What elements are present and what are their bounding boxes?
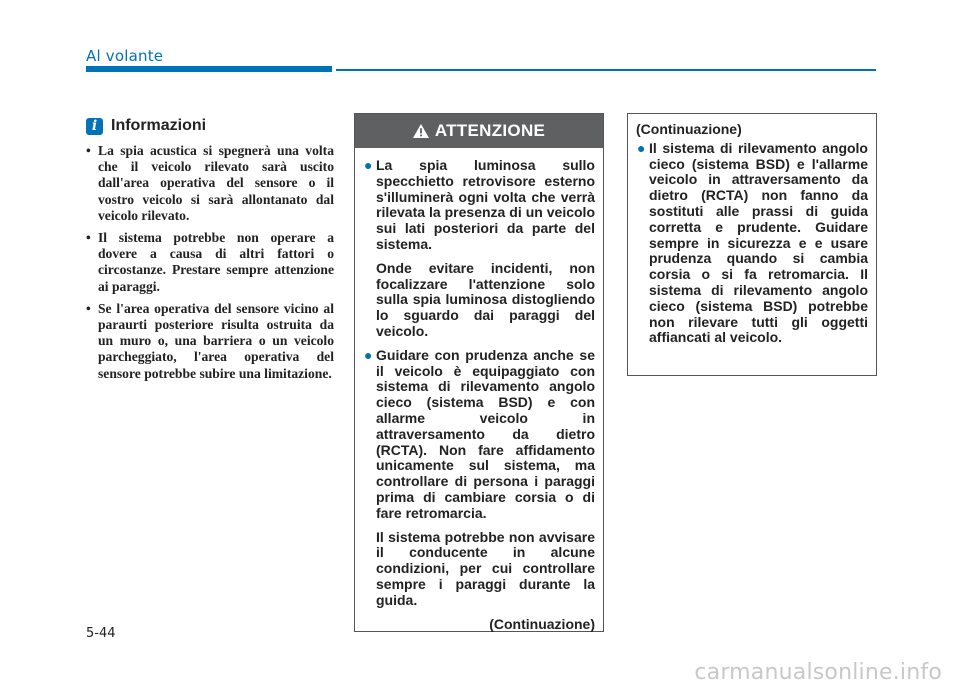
- list-item: • Il sistema potrebbe non operare a dovere a causa di altri fattori o circostanze. Prestare sempre attenzione ai paraggi.: [86, 230, 334, 295]
- list-item: • La spia acustica si spegnerà una volta che il veicolo rilevato sarà uscito dall'area operativa del sensore o il vostro veicolo si sarà allontanato dal veicolo rilevato.: [86, 143, 334, 224]
- warning-bullet: ● La spia luminosa sullo specchietto retrovisore esterno s'illuminerà ogni volta che verrà rilevata la presenza di un veicolo sui lati posteriori da parte del sistema.: [364, 157, 595, 252]
- info-title: Informazioni: [111, 117, 207, 134]
- bullet-dot-icon: ●: [364, 346, 373, 363]
- continuation-box: [627, 113, 877, 376]
- warning-header: [355, 114, 603, 148]
- info-list: [86, 143, 334, 388]
- warning-triangle-icon: [413, 124, 429, 138]
- continued-label: (Continuazione): [489, 615, 595, 632]
- header-rule-thick: [86, 66, 332, 72]
- continuation-heading: (Continuazione): [636, 121, 742, 137]
- warning-body: [355, 148, 603, 632]
- header-rule-thin: [336, 69, 876, 71]
- continuation-bullet: ● Il sistema di rilevamento angolo cieco (sistema BSD) e l'allarme veicolo in attraversamento da dietro (RCTA) non fanno da sostituti alle prassi di guida corretta e prudente. Guidare sempre in sicurezza e e usare prudenza quando si cambia corsia o si fa retromarcia. Il sistema di rilevamento angolo cieco (sistema BSD) potrebbe non rilevare tutti gli oggetti affiancati al veicolo.: [637, 139, 868, 346]
- section-title: Al volante: [86, 47, 164, 65]
- warning-paragraph: Il sistema potrebbe non avvisare il conducente in alcune condizioni, per cui controllare sempre i paraggi durante la guida.: [376, 528, 595, 608]
- warning-paragraph: Onde evitare incidenti, non focalizzare l'attenzione solo sulla spia luminosa distogliendo lo sguardo dai paraggi del veicolo.: [376, 259, 595, 339]
- info-heading: [86, 115, 206, 137]
- warning-title: ATTENZIONE: [434, 121, 546, 140]
- watermark: carmanualsonline.info: [694, 660, 942, 685]
- info-icon: i: [86, 118, 103, 135]
- page-number: 5-44: [86, 626, 116, 641]
- warning-box: [354, 113, 604, 632]
- list-item: • Se l'area operativa del sensore vicino al paraurti posteriore risulta ostruita da un muro o, una barriera o un veicolo parcheggiato, l'area operativa del sensore potrebbe subire una limitazione.: [86, 301, 334, 382]
- warning-bullet: ● Guidare con prudenza anche se il veicolo è equipaggiato con sistema di rilevamento angolo cieco (sistema BSD) e con allarme veicolo in attraversamento da dietro (RCTA). Non fare affidamento unicamente sul sistema, ma controllare di persona i paraggi prima di cambiare corsia o di fare retromarcia.: [364, 346, 595, 521]
- bullet-dot-icon: ●: [364, 157, 373, 173]
- bullet-dot-icon: ●: [637, 139, 646, 156]
